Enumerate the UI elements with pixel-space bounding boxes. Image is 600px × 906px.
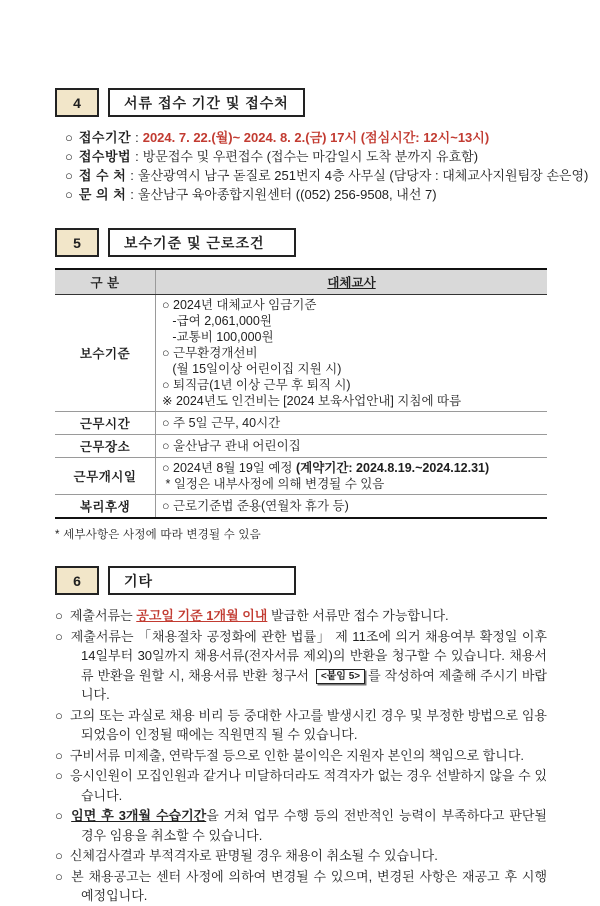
section-number-badge: 5 [55,228,99,257]
bullet-item-no-selection [55,766,547,805]
section-number-badge: 4 [55,88,99,117]
table-row-pay [55,295,547,412]
info-line-receipt-period [65,128,547,147]
info-label: 접수기간 [78,130,132,145]
bullet-item-probation [55,806,547,845]
cell-line [162,460,541,476]
row-label: 근무개시일 [55,458,156,495]
bullet-text: 제출서류는 「채용절차 공정화에 관한 법률」 제 11조에 의거 채용여부 확정일 이후 14일부터 30일까지 채용서류(전자서류 제외)의 반환을 청구할 수 있습니다. 채용서류 반환을 원할 시, 채용서류 반환 청구서 [70,628,547,683]
column-header-category: 구 분 [55,269,156,295]
bullet-item-document-return [55,627,547,705]
cell-line: ○ 2024년 대체교사 임금기준 [162,298,317,312]
section-title: 서류 접수 기간 및 접수처 [108,88,305,117]
bullet-circle-icon: ○ [55,848,63,863]
row-label: 근무장소 [55,435,156,458]
emphasized-text: 임면 후 3개월 수습기간 [71,808,207,823]
bullet-circle-icon: ○ [55,747,63,763]
info-line-inquiry [65,185,547,204]
emphasized-text: 공고일 기준 1개월 이내 [136,608,268,623]
row-label: 복리후생 [55,495,156,519]
separator: : [135,130,139,145]
bullet-circle-icon: ○ [65,187,73,202]
table-footnote: * 세부사항은 사정에 따라 변경될 수 있음 [55,529,261,541]
table-row-place [55,435,547,458]
bullet-item-issue-period [55,606,547,626]
info-label: 문 의 처 [78,187,127,202]
info-value: 울산광역시 남구 돋질로 251번지 4층 사무실 (담당자 : 대체교사지원팀장 손은영) [137,168,589,183]
bullet-text: 고의 또는 과실로 채용 비리 등 중대한 사고를 발생시킨 경우 및 부정한 방법으로 임용 되었음이 인정될 때에는 직원면직 될 수 있습니다. [70,707,547,742]
bullet-circle-icon: ○ [65,149,73,164]
table-row-hours [55,412,547,435]
bullet-item-applicant-responsibility [55,746,547,766]
bullet-text: 응시인원이 모집인원과 같거나 미달하더라도 적격자가 없는 경우 선발하지 않을 수 있습니다. [70,768,547,803]
section-header [55,88,547,117]
info-line-receipt-method [65,147,547,166]
cell-line: * 일정은 내부사정에 의해 변경될 수 있음 [162,477,385,491]
contract-period: (계약기간: 2024.8.19.~2024.12.31) [295,461,490,475]
section-header [55,228,547,257]
section-number-badge: 6 [55,566,99,595]
table-header-row [55,269,547,295]
cell-line: ○ 퇴직금(1년 이상 근무 후 퇴직 시) [162,378,351,392]
bullet-item-physical-exam [55,846,547,866]
bullet-text: 본 채용공고는 센터 사정에 의하여 변경될 수 있으며, 변경된 사항은 재공고 후 시행 예정입니다. [71,868,547,903]
row-content [156,458,548,495]
cell-line: ※ 2024년도 인건비는 [2024 보육사업안내] 지침에 따름 [162,394,462,408]
section-title: 기타 [108,566,296,595]
bullet-text: 를 작성하여 제출해 주시기 바랍니다. [81,667,547,702]
bullet-text: 구비서류 미제출, 연락두절 등으로 인한 불이익은 지원자 본인의 책임으로 합니다. [69,747,525,763]
info-line-list [65,128,589,204]
info-value: 방문접수 및 우편접수 (접수는 마감일시 도착 분까지 유효함) [142,149,479,164]
section-etc [55,566,547,906]
cell-line: (월 15일이상 어린이집 지원 시) [162,362,342,376]
separator: : [130,187,134,202]
conditions-table [55,268,547,519]
bullet-circle-icon: ○ [55,808,65,823]
info-label: 접수방법 [78,149,132,164]
bullet-item-notice-change [55,867,547,906]
cell-line: ○ 근로기준법 준용(연월차 휴가 등) [162,499,349,513]
table-row-welfare [55,495,547,519]
row-label: 근무시간 [55,412,156,435]
section-pay-conditions [55,228,547,542]
row-content [156,495,548,519]
bullet-text: 을 거쳐 업무 수행 등의 전반적인 능력이 부족하다고 판단될 경우 임용을 취소할 수 있습니다. [81,808,547,843]
row-content [156,412,548,435]
info-value: 울산남구 육아종합지원센터 ((052) 256-9508, 내선 7) [137,187,437,202]
bullet-circle-icon: ○ [65,168,73,183]
section-header [55,566,547,595]
row-label: 보수기준 [55,295,156,412]
bullet-circle-icon: ○ [65,130,73,145]
cell-line: ○ 울산남구 관내 어린이집 [162,439,301,453]
section-title: 보수기준 및 근로조건 [108,228,296,257]
bullet-circle-icon: ○ [55,768,63,783]
cell-line: -교통비 100,000원 [162,330,274,344]
bullet-circle-icon: ○ [55,707,64,723]
separator: : [130,168,134,183]
cell-line: -급여 2,061,000원 [162,314,272,328]
section-receipt-info [55,88,589,204]
bullet-text: 제출서류는 [69,608,137,623]
bullet-circle-icon: ○ [55,628,64,644]
cell-line: ○ 근무환경개선비 [162,346,258,360]
etc-bullet-list [55,606,547,906]
cell-text: ○ 2024년 8월 19일 예정 [162,461,296,475]
row-content [156,435,548,458]
row-content [156,295,548,412]
bullet-text: 신체검사결과 부적격자로 판명될 경우 채용이 취소될 수 있습니다. [69,848,438,863]
info-value: 2024. 7. 22.(월)~ 2024. 8. 2.(금) 17시 (점심시간: 12시~13시) [142,130,490,145]
info-line-receipt-place [65,166,589,185]
cell-line: ○ 주 5일 근무, 40시간 [162,416,281,430]
info-label: 접 수 처 [78,168,127,183]
bullet-circle-icon: ○ [55,868,65,884]
attachment-5-box: <붙임 5> [316,669,365,684]
bullet-text: 발급한 서류만 접수 가능합니다. [267,608,449,623]
column-header-substitute-teacher: 대체교사 [156,269,548,295]
table-row-start-date [55,458,547,495]
separator: : [135,149,139,164]
bullet-item-dismissal [55,706,547,745]
bullet-circle-icon: ○ [55,608,63,623]
